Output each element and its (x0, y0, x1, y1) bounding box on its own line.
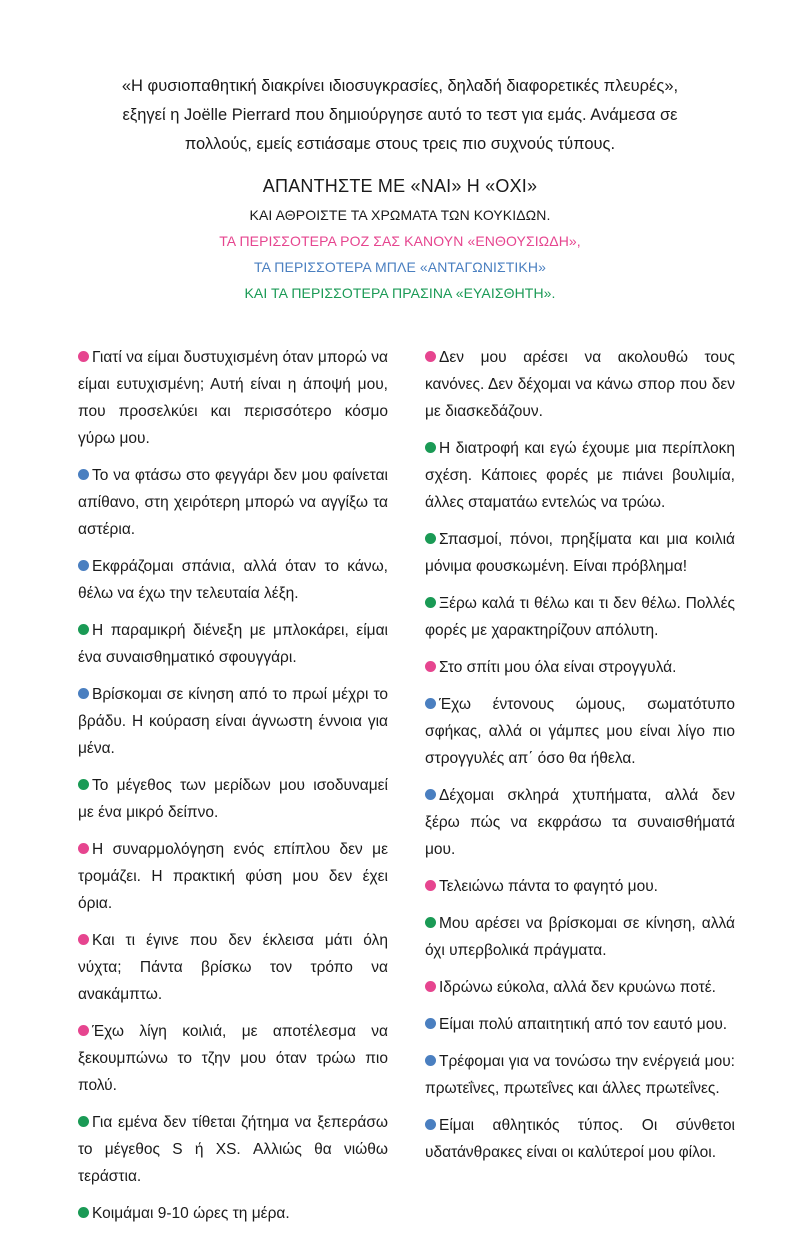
intro-paragraph (60, 72, 740, 159)
quiz-statement-text: Το μέγεθος των μερίδων μου ισοδυναμεί με ένα μικρό δείπνο. (78, 777, 388, 821)
green-dot-icon (425, 533, 436, 544)
blue-dot-icon (425, 698, 436, 709)
quiz-statement-text: Εκφράζομαι σπάνια, αλλά όταν το κάνω, θέλω να έχω την τελευταία λέξη. (78, 558, 388, 602)
intro-line: πολλούς, εμείς εστιάσαμε στους τρεις πιο συχνούς τύπους. (184, 135, 616, 153)
quiz-statement (78, 462, 388, 543)
quiz-statement (78, 617, 388, 671)
quiz-statement (425, 526, 735, 580)
quiz-statement (78, 836, 388, 917)
quiz-statement-text: Η διατροφή και εγώ έχουμε μια περίπλοκη σχέση. Κάποιες φορές με πιάνει βουλιμία, άλλες σταματάω εντελώς να τρώω. (425, 440, 735, 511)
quiz-statement (78, 1018, 388, 1099)
left-column (78, 344, 388, 1237)
green-dot-icon (78, 624, 89, 635)
quiz-statement (425, 344, 735, 425)
pink-dot-icon (78, 843, 89, 854)
quiz-statement (425, 974, 735, 1001)
instructions-pink-line: ΤΑ ΠΕΡΙΣΣΟΤΕΡΑ ΡΟΖ ΣΑΣ ΚΑΝΟΥΝ «ΕΝΘΟΥΣΙΩΔΗ», (219, 233, 581, 249)
quiz-statement-text: Ιδρώνω εύκολα, αλλά δεν κρυώνω ποτέ. (439, 979, 716, 996)
quiz-statement-text: Τελειώνω πάντα το φαγητό μου. (439, 878, 658, 895)
quiz-statement (78, 927, 388, 1008)
quiz-statement (425, 1048, 735, 1102)
quiz-statement-text: Η παραμικρή διένεξη με μπλοκάρει, είμαι ένα συναισθηματικό σφουγγάρι. (78, 622, 388, 666)
instructions-blue-line: ΤΑ ΠΕΡΙΣΣΟΤΕΡΑ ΜΠΛΕ «ΑΝΤΑΓΩΝΙΣΤΙΚΗ» (254, 259, 546, 275)
quiz-statement (425, 782, 735, 863)
pink-dot-icon (425, 351, 436, 362)
quiz-statement (425, 691, 735, 772)
quiz-statement (78, 772, 388, 826)
quiz-statement (78, 1200, 388, 1227)
quiz-statement (425, 1011, 735, 1038)
green-dot-icon (78, 1207, 89, 1218)
quiz-statement-text: Γιατί να είμαι δυστυχισμένη όταν μπορώ να είμαι ευτυχισμένη; Αυτή είναι η άποψή μου, που προσελκύει και περισσότερο κόσμο γύρω μου. (78, 349, 388, 447)
instructions-green-line: ΚΑΙ ΤΑ ΠΕΡΙΣΣΟΤΕΡΑ ΠΡΑΣΙΝΑ «ΕΥΑΙΣΘΗΤΗ». (244, 285, 556, 301)
quiz-statement (425, 654, 735, 681)
green-dot-icon (425, 917, 436, 928)
quiz-statement-text: Έχω λίγη κοιλιά, με αποτέλεσμα να ξεκουμπώνω το τζην μου όταν τρώω πιο πολύ. (78, 1023, 388, 1094)
blue-dot-icon (78, 688, 89, 699)
green-dot-icon (78, 1116, 89, 1127)
quiz-statement (425, 1112, 735, 1166)
blue-dot-icon (425, 1119, 436, 1130)
quiz-statement-text: Η συναρμολόγηση ενός επίπλου δεν με τρομάζει. Η πρακτική φύση μου δεν έχει όρια. (78, 841, 388, 912)
quiz-statement (425, 435, 735, 516)
intro-line: εξηγεί η Joëlle Pierrard που δημιούργησε αυτό το τεστ για εμάς. Ανάμεσα σε (122, 106, 678, 124)
blue-dot-icon (425, 1018, 436, 1029)
instructions-title: ΑΠΑΝΤΗΣΤΕ ΜΕ «ΝΑΙ» Η «ΟΧΙ» (262, 176, 538, 196)
pink-dot-icon (425, 661, 436, 672)
pink-dot-icon (78, 351, 89, 362)
blue-dot-icon (425, 1055, 436, 1066)
quiz-statement-text: Μου αρέσει να βρίσκομαι σε κίνηση, αλλά όχι υπερβολικά πράγματα. (425, 915, 735, 959)
quiz-statement-text: Το να φτάσω στο φεγγάρι δεν μου φαίνεται απίθανο, στη χειρότερη μπορώ να αγγίξω τα αστέρια. (78, 467, 388, 538)
quiz-statement (425, 590, 735, 644)
quiz-statement (425, 910, 735, 964)
quiz-statement (78, 1109, 388, 1190)
green-dot-icon (425, 597, 436, 608)
right-column (425, 344, 735, 1176)
quiz-statement-text: Σπασμοί, πόνοι, πρηξίματα και μια κοιλιά μόνιμα φουσκωμένη. Είναι πρόβλημα! (425, 531, 735, 575)
quiz-statement-text: Δεν μου αρέσει να ακολουθώ τους κανόνες. Δεν δέχομαι να κάνω σπορ που δεν με διασκεδάζουν. (425, 349, 735, 420)
pink-dot-icon (425, 880, 436, 891)
green-dot-icon (78, 779, 89, 790)
instructions-line: ΚΑΙ ΑΘΡΟΙΣΤΕ ΤΑ ΧΡΩΜΑΤΑ ΤΩΝ ΚΟΥΚΙΔΩΝ. (249, 207, 551, 223)
instructions-block (60, 172, 740, 306)
quiz-statement (78, 681, 388, 762)
quiz-statement-text: Έχω έντονους ώμους, σωματότυπο σφήκας, αλλά οι γάμπες μου είναι λίγο πιο στρογγυλές απ΄ όσο θα ήθελα. (425, 696, 735, 767)
quiz-statement-text: Για εμένα δεν τίθεται ζήτημα να ξεπεράσω το μέγεθος S ή XS. Αλλιώς θα νιώθω τεράστια. (78, 1114, 388, 1185)
quiz-statement-text: Είμαι αθλητικός τύπος. Οι σύνθετοι υδατάνθρακες είναι οι καλύτεροί μου φίλοι. (425, 1117, 735, 1161)
quiz-statement-text: Τρέφομαι για να τονώσω την ενέργειά μου: πρωτεΐνες, πρωτεΐνες και άλλες πρωτεΐνες. (425, 1053, 735, 1097)
pink-dot-icon (78, 934, 89, 945)
blue-dot-icon (78, 560, 89, 571)
pink-dot-icon (78, 1025, 89, 1036)
blue-dot-icon (425, 789, 436, 800)
quiz-statement-text: Και τι έγινε που δεν έκλεισα μάτι όλη νύχτα; Πάντα βρίσκω τον τρόπο να ανακάμπτω. (78, 932, 388, 1003)
quiz-statement-text: Βρίσκομαι σε κίνηση από το πρωί μέχρι το βράδυ. Η κούραση είναι άγνωστη έννοια για μένα. (78, 686, 388, 757)
pink-dot-icon (425, 981, 436, 992)
quiz-statement-text: Στο σπίτι μου όλα είναι στρογγυλά. (439, 659, 677, 676)
quiz-statement (425, 873, 735, 900)
quiz-statement-text: Κοιμάμαι 9-10 ώρες τη μέρα. (92, 1205, 290, 1222)
quiz-statement-text: Δέχομαι σκληρά χτυπήματα, αλλά δεν ξέρω πώς να εκφράσω τα συναισθήματά μου. (425, 787, 735, 858)
quiz-statement (78, 344, 388, 452)
intro-line: «Η φυσιοπαθητική διακρίνει ιδιοσυγκρασίες, δηλαδή διαφορετικές πλευρές», (121, 77, 679, 95)
quiz-statement (78, 553, 388, 607)
quiz-statement-text: Ξέρω καλά τι θέλω και τι δεν θέλω. Πολλές φορές με χαρακτηρίζουν απόλυτη. (425, 595, 735, 639)
green-dot-icon (425, 442, 436, 453)
quiz-statement-text: Είμαι πολύ απαιτητική από τον εαυτό μου. (439, 1016, 728, 1033)
blue-dot-icon (78, 469, 89, 480)
